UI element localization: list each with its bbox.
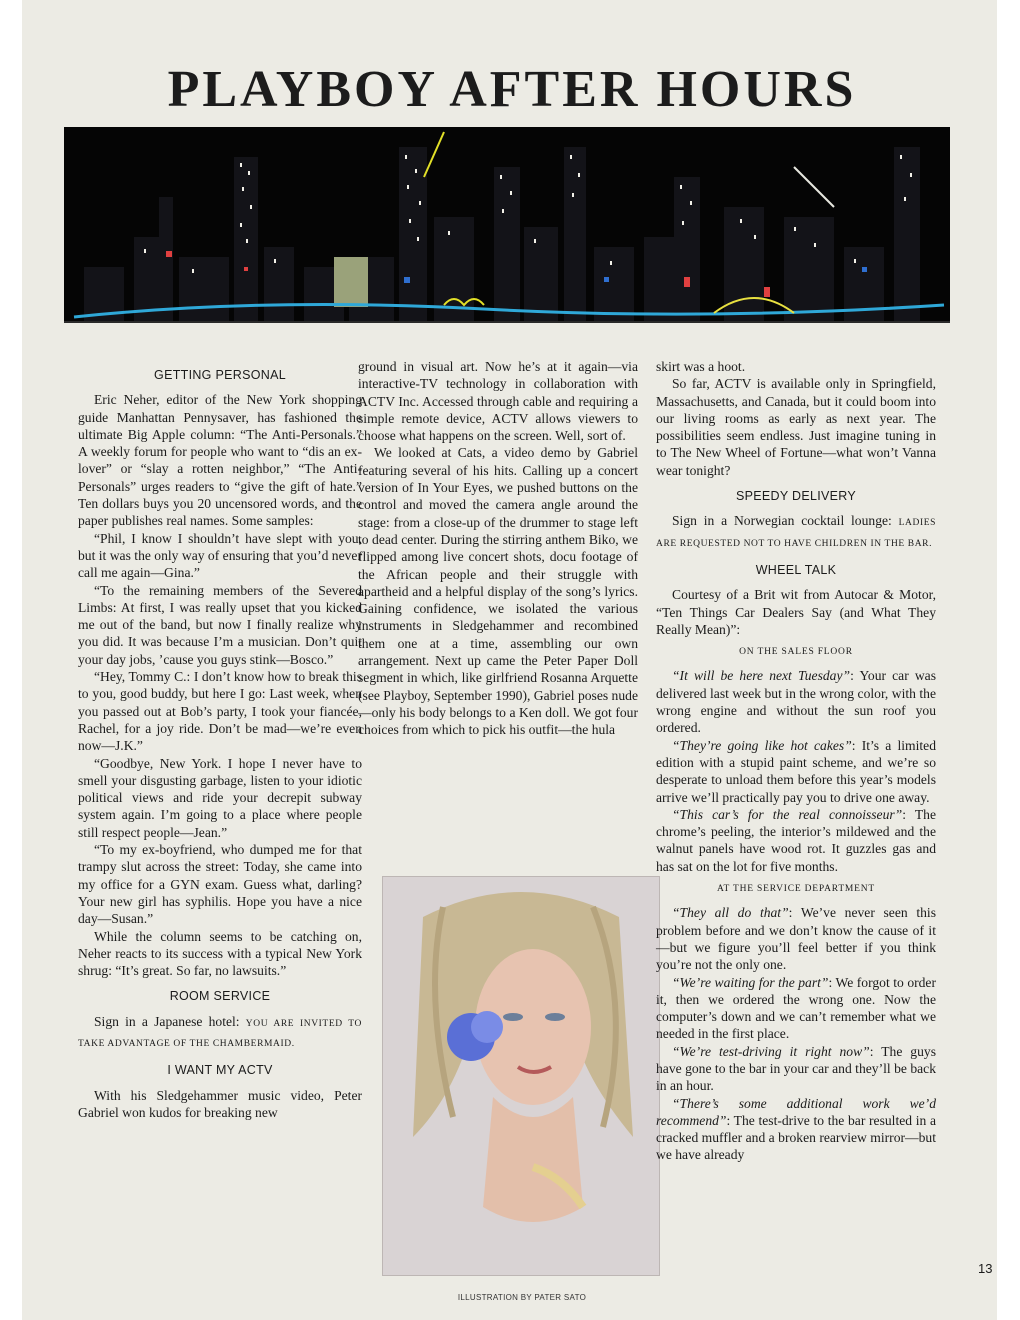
list-item [656,1043,936,1095]
paragraph [656,512,936,553]
dealer-quote: “We’re test-driving it right now” [672,1043,870,1059]
column-1 [78,358,362,1121]
sign-text: LADIES ARE REQUESTED NOT TO HAVE CHILDREN IN THE BAR. [656,518,936,549]
dealer-meaning: : We’ve never seen this problem before and we don’t know the cause of it—but we figure you’ll feel better if you think you’re not the only one. [656,905,936,973]
magazine-page [22,0,997,1320]
list-item [656,737,936,806]
dealer-quote: “This car’s for the real connoisseur” [672,806,903,822]
portrait-illustration [382,876,660,1276]
paragraph: “Goodbye, New York. I hope I never have to smell your disgusting garbage, listen to your idiotic political views and ride your decrepit subway system again. I’m going to a place where people still respect people—Jean.” [78,755,362,840]
subheading-service-department: AT THE SERVICE DEPARTMENT [716,884,876,895]
paragraph: We looked at Cats, a video demo by Gabriel featuring several of his hits. Calling up a concert version of In Your Eyes, we pushed buttons on the control and moved the camera angle around the stage: from a close-up of the drummer to stage left to dead center. During the stirring anthem Biko, we flipped among live concert shots, docu footage of the African people and their struggle with apartheid and a helpful display of the song’s lyrics. Gaining confidence, we isolated the various instruments in Sledgehammer and recombined them one at a time, assembling our own arrangement. Next up came the Peter Paper Doll segment in which, like girlfriend Rosanna Arquette (see Playboy, September 1990), Gabriel poses nude—only his body belongs to a Ken doll. We got four choices from which to pick his outfit—the hula [358,445,638,738]
subheading-sales-floor: ON THE SALES FLOOR [739,647,853,658]
paragraph: Eric Neher, editor of the New York shopping guide Manhattan Pennysaver, has fashioned the ultimate Big Apple column: “The Anti-Personals.” A weekly forum for people who want to “dis an ex-lover” or “slay a rotten neighbor,” “The Anti-Personals” urges readers to “give the gift of hate.” Ten dollars buys you 20 uncensored words, and the paper publishes real names. Some samples: [78,392,362,529]
section-heading-wheel-talk: WHEEL TALK [755,562,837,577]
paragraph: While the column seems to be catching on, Neher reacts to its success with a typical New York shrug: “It’s great. So far, no lawsuits.” [78,928,362,979]
sign-lead: Sign in a Norwegian cocktail lounge: [672,513,899,529]
list-item [656,904,936,973]
dealer-quote: “They all do that” [672,905,789,921]
section-heading-actv: I WANT MY ACTV [167,1063,273,1078]
paragraph: With his Sledgehammer music video, Peter Gabriel won kudos for breaking new [78,1087,362,1120]
divider-rule [64,321,950,323]
dealer-meaning: : The chrome’s peeling, the interior’s mildewed and the walnut panels have wood rot. It guzzles gas and has sat on the lot for five months. [656,806,936,874]
sign-text: YOU ARE INVITED TO TAKE ADVANTAGE OF THE CHAMBERMAID. [78,1018,362,1049]
city-skyline-illustration [64,127,950,323]
section-heading-room-service: ROOM SERVICE [169,989,271,1004]
list-item [656,974,936,1043]
paragraph [78,1013,362,1054]
paragraph: “To my ex-boyfriend, who dumped me for that trampy slut across the street: Today, she came into my office for a GYN exam. Guess what, darling? Your new girl has syphilis. Hope you have a nice day—Susan.” [78,842,362,927]
paragraph: “Phil, I know I shouldn’t have slept with you, but it was the only way of ensuring that you’d never call me again—Gina.” [78,530,362,581]
page-number: 13 [978,1261,993,1276]
dealer-meaning: : The guys have gone to the bar in your car and they’ll be back in an hour. [656,1043,936,1094]
dealer-meaning: : It’s a limited edition with a stupid paint scheme, and we’re so desperate to unload them before this year’s models arrive we’ll practically pay you to drive one away. [656,737,936,805]
dealer-quote: “We’re waiting for the part” [672,974,829,990]
paragraph: “Hey, Tommy C.: I don’t know how to break this to you, good buddy, but here I go: Last week, when you passed out at Bob’s party, I took your fiancée, Rachel, for a joy ride. Don’t be mad—we’re even now—J.K.” [78,669,362,754]
list-item [656,806,936,875]
list-item [656,667,936,736]
dealer-quote: “It will be here next Tuesday” [672,668,851,684]
list-item [656,1095,936,1164]
paragraph: Courtesy of a Brit wit from Autocar & Motor, “Ten Things Car Dealers Say (and What They Really Mean)”: [656,587,936,637]
paragraph: So far, ACTV is available only in Springfield, Massachusetts, and Canada, but it could boom into our living rooms as early as next year. The possibilities seem endless. Just imagine tuning in to The New Wheel of Fortune—what won’t Vanna wear tonight? [656,376,936,478]
dealer-quote: “There’s some additional work we’d recommend” [656,1095,936,1128]
paragraph: skirt was a hoot. [656,359,746,374]
illustration-credit: ILLUSTRATION BY PATER SATO [457,1293,587,1302]
page-title: PLAYBOY AFTER HOURS [167,61,857,118]
sign-lead: Sign in a Japanese hotel: [94,1013,246,1029]
column-2 [358,358,638,739]
dealer-meaning: : Your car was delivered last week but in the wrong color, with the wrong engine and without the sun roof you ordered. [656,668,937,736]
dealer-quote: “They’re going like hot cakes” [672,737,852,753]
paragraph: ground in visual art. Now he’s at it again—via interactive-TV technology in collaboration with ACTV Inc. Accessed through cable and requiring a simple remote device, ACTV allows viewers to choose what happens on the screen. Well, sort of. [358,359,638,444]
section-heading-speedy-delivery: SPEEDY DELIVERY [735,489,857,504]
dealer-meaning: : We forgot to order it, then we ordered the wrong one. Now the computer’s down and we can’t remember what we needed in the first place. [656,974,936,1042]
dealer-meaning: : The test-drive to the bar resulted in a cracked muffler and a broken rearview mirror—but we have already [656,1112,936,1163]
paragraph: “To the remaining members of the Severed Limbs: At first, I was really upset that you kicked me out of the band, but now I finally realize why you did. It was because I’m a musician. Don’t quit your day jobs, ’cause you guys stink—Bosco.” [78,582,362,667]
column-3 [656,358,936,1164]
section-heading-getting-personal: GETTING PERSONAL [154,368,286,382]
